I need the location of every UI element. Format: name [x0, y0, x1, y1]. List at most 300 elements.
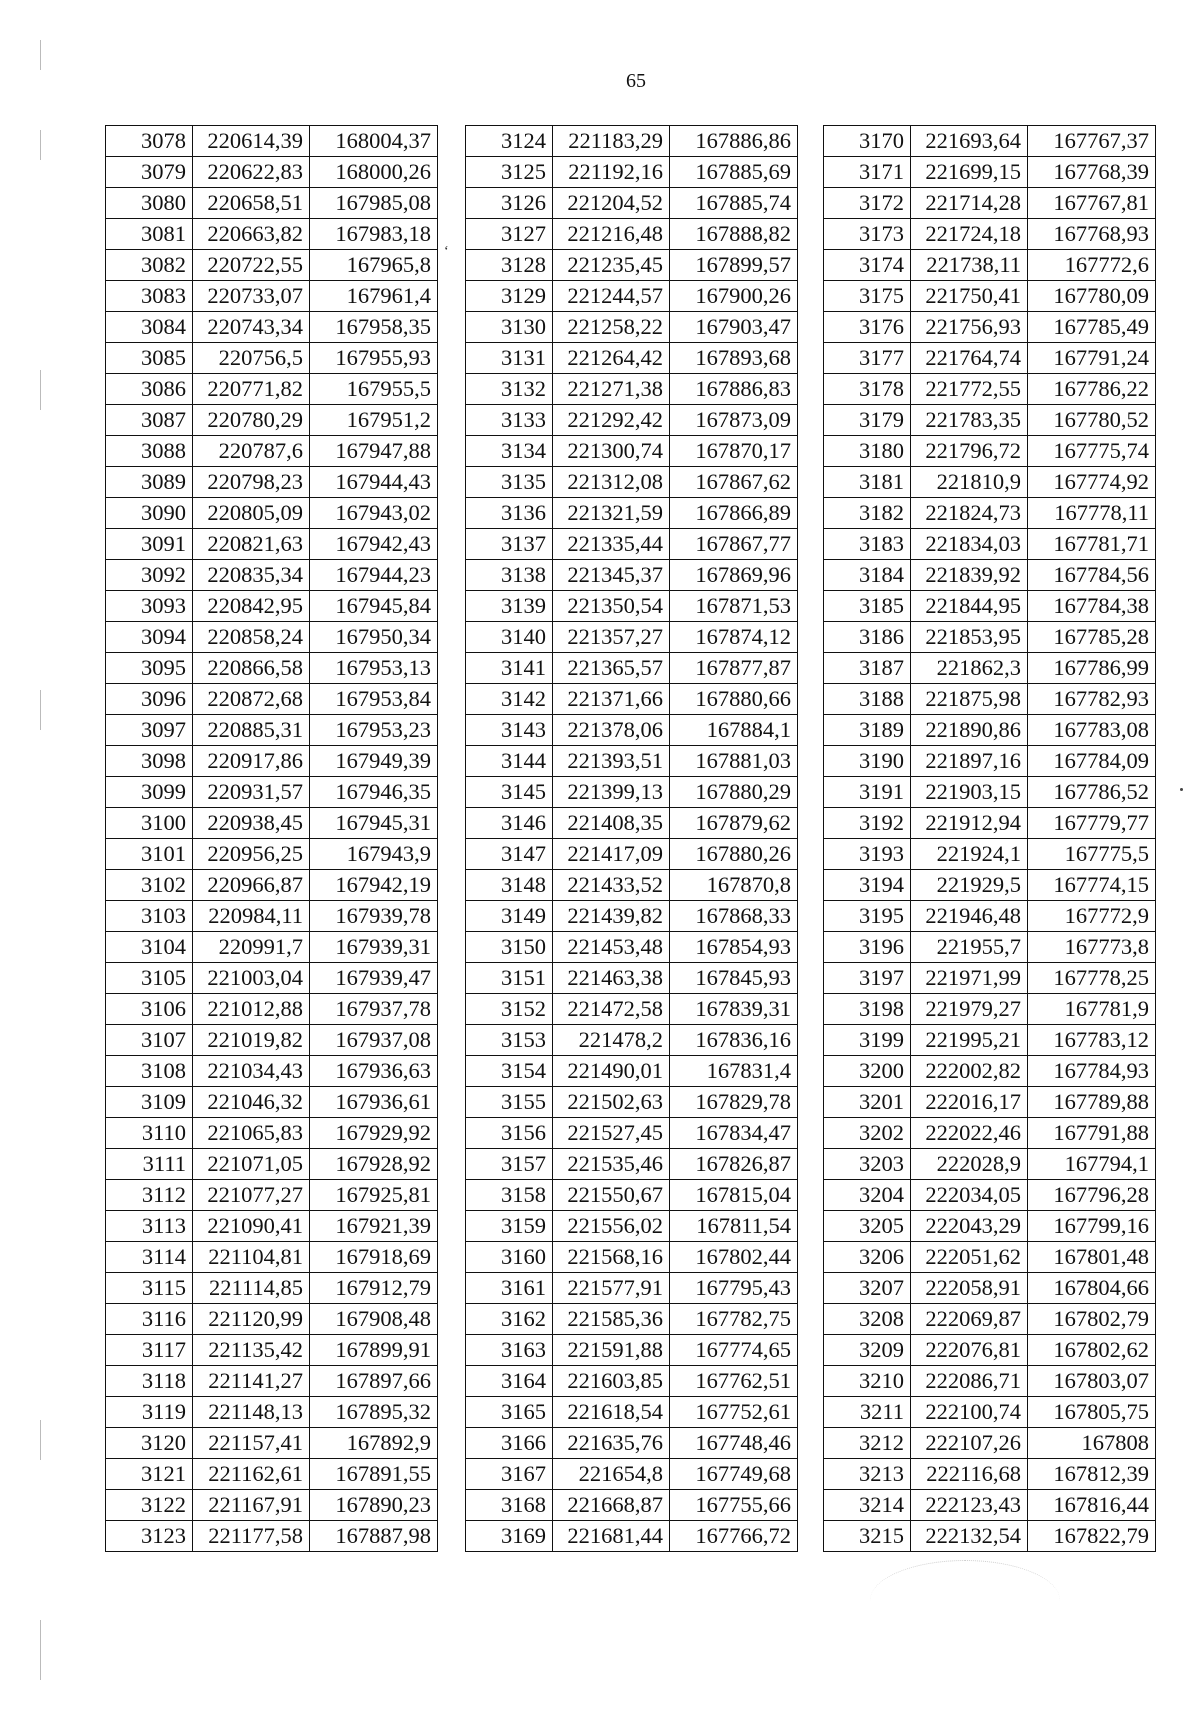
table-row	[466, 188, 798, 219]
point-number-cell: 3209	[824, 1335, 911, 1366]
point-number-cell: 3093	[106, 591, 193, 622]
table-row	[466, 653, 798, 684]
point-number-cell: 3099	[106, 777, 193, 808]
y-coordinate-cell: 167900,26	[670, 281, 798, 312]
table-row	[824, 932, 1156, 963]
point-number-cell: 3180	[824, 436, 911, 467]
x-coordinate-cell: 221979,27	[911, 994, 1028, 1025]
point-number-cell: 3110	[106, 1118, 193, 1149]
x-coordinate-cell: 221439,82	[553, 901, 670, 932]
x-coordinate-cell: 220842,95	[193, 591, 310, 622]
table-row	[466, 591, 798, 622]
y-coordinate-cell: 167953,84	[310, 684, 438, 715]
point-number-cell: 3126	[466, 188, 553, 219]
table-row	[824, 653, 1156, 684]
point-number-cell: 3170	[824, 126, 911, 157]
y-coordinate-cell: 167785,28	[1028, 622, 1156, 653]
y-coordinate-cell: 167749,68	[670, 1459, 798, 1490]
coordinates-table-body	[466, 126, 798, 1552]
x-coordinate-cell: 221399,13	[553, 777, 670, 808]
y-coordinate-cell: 167816,44	[1028, 1490, 1156, 1521]
point-number-cell: 3078	[106, 126, 193, 157]
y-coordinate-cell: 167908,48	[310, 1304, 438, 1335]
y-coordinate-cell: 167953,13	[310, 653, 438, 684]
point-number-cell: 3189	[824, 715, 911, 746]
point-number-cell: 3088	[106, 436, 193, 467]
y-coordinate-cell: 167880,29	[670, 777, 798, 808]
x-coordinate-cell: 221853,95	[911, 622, 1028, 653]
table-row	[466, 1397, 798, 1428]
table-row	[106, 715, 438, 746]
x-coordinate-cell: 220917,86	[193, 746, 310, 777]
x-coordinate-cell: 221654,8	[553, 1459, 670, 1490]
table-row	[466, 932, 798, 963]
x-coordinate-cell: 221924,1	[911, 839, 1028, 870]
y-coordinate-cell: 167985,08	[310, 188, 438, 219]
x-coordinate-cell: 221244,57	[553, 281, 670, 312]
point-number-cell: 3149	[466, 901, 553, 932]
point-number-cell: 3169	[466, 1521, 553, 1552]
x-coordinate-cell: 221003,04	[193, 963, 310, 994]
x-coordinate-cell: 221141,27	[193, 1366, 310, 1397]
x-coordinate-cell: 221371,66	[553, 684, 670, 715]
table-row	[466, 250, 798, 281]
point-number-cell: 3120	[106, 1428, 193, 1459]
point-number-cell: 3159	[466, 1211, 553, 1242]
table-row	[466, 1118, 798, 1149]
table-row	[824, 405, 1156, 436]
y-coordinate-cell: 167786,22	[1028, 374, 1156, 405]
x-coordinate-cell: 220821,63	[193, 529, 310, 560]
x-coordinate-cell: 220858,24	[193, 622, 310, 653]
y-coordinate-cell: 167794,1	[1028, 1149, 1156, 1180]
table-row	[106, 343, 438, 374]
point-number-cell: 3167	[466, 1459, 553, 1490]
point-number-cell: 3112	[106, 1180, 193, 1211]
x-coordinate-cell: 221890,86	[911, 715, 1028, 746]
table-row	[466, 560, 798, 591]
y-coordinate-cell: 167784,56	[1028, 560, 1156, 591]
scan-margin-line	[40, 1420, 41, 1460]
point-number-cell: 3129	[466, 281, 553, 312]
point-number-cell: 3130	[466, 312, 553, 343]
y-coordinate-cell: 167880,26	[670, 839, 798, 870]
table-row	[106, 126, 438, 157]
x-coordinate-cell: 221012,88	[193, 994, 310, 1025]
x-coordinate-cell: 220805,09	[193, 498, 310, 529]
x-coordinate-cell: 220743,34	[193, 312, 310, 343]
point-number-cell: 3102	[106, 870, 193, 901]
x-coordinate-cell: 221490,01	[553, 1056, 670, 1087]
y-coordinate-cell: 167946,35	[310, 777, 438, 808]
y-coordinate-cell: 167801,48	[1028, 1242, 1156, 1273]
y-coordinate-cell: 167945,84	[310, 591, 438, 622]
table-row	[824, 963, 1156, 994]
coordinates-table-body	[824, 126, 1156, 1552]
point-number-cell: 3128	[466, 250, 553, 281]
table-row	[106, 963, 438, 994]
y-coordinate-cell: 167955,5	[310, 374, 438, 405]
table-row	[466, 405, 798, 436]
x-coordinate-cell: 222076,81	[911, 1335, 1028, 1366]
table-row	[106, 1180, 438, 1211]
x-coordinate-cell: 221556,02	[553, 1211, 670, 1242]
x-coordinate-cell: 221955,7	[911, 932, 1028, 963]
point-number-cell: 3085	[106, 343, 193, 374]
y-coordinate-cell: 167774,92	[1028, 467, 1156, 498]
y-coordinate-cell: 167899,91	[310, 1335, 438, 1366]
scan-margin-line	[40, 130, 41, 160]
y-coordinate-cell: 167772,9	[1028, 901, 1156, 932]
table-row	[106, 436, 438, 467]
point-number-cell: 3208	[824, 1304, 911, 1335]
table-row	[824, 1211, 1156, 1242]
table-row	[106, 1273, 438, 1304]
y-coordinate-cell: 167949,39	[310, 746, 438, 777]
y-coordinate-cell: 167939,78	[310, 901, 438, 932]
point-number-cell: 3141	[466, 653, 553, 684]
point-number-cell: 3194	[824, 870, 911, 901]
point-number-cell: 3091	[106, 529, 193, 560]
table-row	[106, 157, 438, 188]
x-coordinate-cell: 220885,31	[193, 715, 310, 746]
x-coordinate-cell: 221157,41	[193, 1428, 310, 1459]
y-coordinate-cell: 167766,72	[670, 1521, 798, 1552]
point-number-cell: 3214	[824, 1490, 911, 1521]
x-coordinate-cell: 221065,83	[193, 1118, 310, 1149]
point-number-cell: 3100	[106, 808, 193, 839]
table-row	[824, 1397, 1156, 1428]
point-number-cell: 3202	[824, 1118, 911, 1149]
x-coordinate-cell: 221875,98	[911, 684, 1028, 715]
point-number-cell: 3119	[106, 1397, 193, 1428]
point-number-cell: 3153	[466, 1025, 553, 1056]
point-number-cell: 3195	[824, 901, 911, 932]
point-number-cell: 3138	[466, 560, 553, 591]
x-coordinate-cell: 221783,35	[911, 405, 1028, 436]
table-row	[466, 1149, 798, 1180]
point-number-cell: 3097	[106, 715, 193, 746]
table-row	[824, 1366, 1156, 1397]
point-number-cell: 3200	[824, 1056, 911, 1087]
point-number-cell: 3083	[106, 281, 193, 312]
y-coordinate-cell: 167892,9	[310, 1428, 438, 1459]
point-number-cell: 3215	[824, 1521, 911, 1552]
x-coordinate-cell: 221408,35	[553, 808, 670, 839]
y-coordinate-cell: 168000,26	[310, 157, 438, 188]
y-coordinate-cell: 167942,19	[310, 870, 438, 901]
table-row	[466, 1087, 798, 1118]
y-coordinate-cell: 167866,89	[670, 498, 798, 529]
point-number-cell: 3173	[824, 219, 911, 250]
table-row	[106, 1459, 438, 1490]
point-number-cell: 3103	[106, 901, 193, 932]
point-number-cell: 3080	[106, 188, 193, 219]
x-coordinate-cell: 220991,7	[193, 932, 310, 963]
table-row	[466, 467, 798, 498]
table-row	[824, 1490, 1156, 1521]
table-row	[466, 777, 798, 808]
x-coordinate-cell: 221971,99	[911, 963, 1028, 994]
table-row	[106, 901, 438, 932]
table-row	[106, 529, 438, 560]
x-coordinate-cell: 220931,57	[193, 777, 310, 808]
y-coordinate-cell: 167887,98	[310, 1521, 438, 1552]
x-coordinate-cell: 220614,39	[193, 126, 310, 157]
table-row	[466, 1304, 798, 1335]
y-coordinate-cell: 167752,61	[670, 1397, 798, 1428]
y-coordinate-cell: 167869,96	[670, 560, 798, 591]
table-row	[466, 1211, 798, 1242]
table-row	[106, 281, 438, 312]
x-coordinate-cell: 221433,52	[553, 870, 670, 901]
x-coordinate-cell: 222058,91	[911, 1273, 1028, 1304]
x-coordinate-cell: 221378,06	[553, 715, 670, 746]
table-row	[466, 343, 798, 374]
x-coordinate-cell: 221120,99	[193, 1304, 310, 1335]
y-coordinate-cell: 167961,4	[310, 281, 438, 312]
x-coordinate-cell: 221585,36	[553, 1304, 670, 1335]
point-number-cell: 3113	[106, 1211, 193, 1242]
y-coordinate-cell: 167795,43	[670, 1273, 798, 1304]
x-coordinate-cell: 221502,63	[553, 1087, 670, 1118]
y-coordinate-cell: 167879,62	[670, 808, 798, 839]
y-coordinate-cell: 167778,25	[1028, 963, 1156, 994]
table-row	[106, 188, 438, 219]
x-coordinate-cell: 221271,38	[553, 374, 670, 405]
point-number-cell: 3192	[824, 808, 911, 839]
x-coordinate-cell: 220938,45	[193, 808, 310, 839]
table-row	[106, 1149, 438, 1180]
table-row	[824, 1118, 1156, 1149]
table-row	[106, 653, 438, 684]
scan-speck: ‘	[444, 244, 449, 259]
table-row	[466, 1273, 798, 1304]
point-number-cell: 3147	[466, 839, 553, 870]
y-coordinate-cell: 167782,75	[670, 1304, 798, 1335]
table-row	[466, 622, 798, 653]
point-number-cell: 3094	[106, 622, 193, 653]
point-number-cell: 3139	[466, 591, 553, 622]
table-row	[106, 405, 438, 436]
table-row	[824, 1521, 1156, 1552]
x-coordinate-cell: 220866,58	[193, 653, 310, 684]
point-number-cell: 3104	[106, 932, 193, 963]
y-coordinate-cell: 167871,53	[670, 591, 798, 622]
point-number-cell: 3133	[466, 405, 553, 436]
point-number-cell: 3161	[466, 1273, 553, 1304]
y-coordinate-cell: 167925,81	[310, 1180, 438, 1211]
x-coordinate-cell: 222028,9	[911, 1149, 1028, 1180]
x-coordinate-cell: 221114,85	[193, 1273, 310, 1304]
y-coordinate-cell: 167955,93	[310, 343, 438, 374]
x-coordinate-cell: 221177,58	[193, 1521, 310, 1552]
point-number-cell: 3131	[466, 343, 553, 374]
x-coordinate-cell: 221693,64	[911, 126, 1028, 157]
y-coordinate-cell: 167936,61	[310, 1087, 438, 1118]
x-coordinate-cell: 221357,27	[553, 622, 670, 653]
y-coordinate-cell: 167812,39	[1028, 1459, 1156, 1490]
x-coordinate-cell: 221183,29	[553, 126, 670, 157]
table-row	[466, 963, 798, 994]
x-coordinate-cell: 220835,34	[193, 560, 310, 591]
x-coordinate-cell: 221453,48	[553, 932, 670, 963]
x-coordinate-cell: 221393,51	[553, 746, 670, 777]
y-coordinate-cell: 167939,31	[310, 932, 438, 963]
point-number-cell: 3187	[824, 653, 911, 684]
y-coordinate-cell: 167802,79	[1028, 1304, 1156, 1335]
y-coordinate-cell: 167868,33	[670, 901, 798, 932]
y-coordinate-cell: 167784,93	[1028, 1056, 1156, 1087]
x-coordinate-cell: 220984,11	[193, 901, 310, 932]
y-coordinate-cell: 167802,44	[670, 1242, 798, 1273]
point-number-cell: 3177	[824, 343, 911, 374]
point-number-cell: 3178	[824, 374, 911, 405]
x-coordinate-cell: 221077,27	[193, 1180, 310, 1211]
point-number-cell: 3114	[106, 1242, 193, 1273]
x-coordinate-cell: 220956,25	[193, 839, 310, 870]
table-row	[824, 870, 1156, 901]
table-row	[466, 901, 798, 932]
table-row	[466, 1180, 798, 1211]
y-coordinate-cell: 167767,37	[1028, 126, 1156, 157]
x-coordinate-cell: 221345,37	[553, 560, 670, 591]
x-coordinate-cell: 221591,88	[553, 1335, 670, 1366]
table-row	[106, 498, 438, 529]
y-coordinate-cell: 167839,31	[670, 994, 798, 1025]
table-row	[106, 932, 438, 963]
x-coordinate-cell: 222123,43	[911, 1490, 1028, 1521]
y-coordinate-cell: 167784,09	[1028, 746, 1156, 777]
x-coordinate-cell: 221104,81	[193, 1242, 310, 1273]
table-row	[824, 436, 1156, 467]
x-coordinate-cell: 222022,46	[911, 1118, 1028, 1149]
point-number-cell: 3158	[466, 1180, 553, 1211]
table-row	[106, 250, 438, 281]
x-coordinate-cell: 221824,73	[911, 498, 1028, 529]
point-number-cell: 3157	[466, 1149, 553, 1180]
x-coordinate-cell: 222132,54	[911, 1521, 1028, 1552]
x-coordinate-cell: 221912,94	[911, 808, 1028, 839]
table-row	[824, 622, 1156, 653]
y-coordinate-cell: 167836,16	[670, 1025, 798, 1056]
point-number-cell: 3089	[106, 467, 193, 498]
point-number-cell: 3175	[824, 281, 911, 312]
y-coordinate-cell: 167897,66	[310, 1366, 438, 1397]
x-coordinate-cell: 221714,28	[911, 188, 1028, 219]
table-row	[824, 560, 1156, 591]
point-number-cell: 3109	[106, 1087, 193, 1118]
page-number: 65	[626, 70, 646, 92]
table-row	[466, 1366, 798, 1397]
y-coordinate-cell: 167886,83	[670, 374, 798, 405]
y-coordinate-cell: 167779,77	[1028, 808, 1156, 839]
y-coordinate-cell: 167778,11	[1028, 498, 1156, 529]
x-coordinate-cell: 221463,38	[553, 963, 670, 994]
point-number-cell: 3210	[824, 1366, 911, 1397]
y-coordinate-cell: 167937,08	[310, 1025, 438, 1056]
x-coordinate-cell: 220658,51	[193, 188, 310, 219]
point-number-cell: 3137	[466, 529, 553, 560]
y-coordinate-cell: 167845,93	[670, 963, 798, 994]
point-number-cell: 3199	[824, 1025, 911, 1056]
y-coordinate-cell: 167890,23	[310, 1490, 438, 1521]
table-row	[824, 498, 1156, 529]
y-coordinate-cell: 167772,6	[1028, 250, 1156, 281]
point-number-cell: 3156	[466, 1118, 553, 1149]
point-number-cell: 3193	[824, 839, 911, 870]
y-coordinate-cell: 167953,23	[310, 715, 438, 746]
y-coordinate-cell: 167762,51	[670, 1366, 798, 1397]
x-coordinate-cell: 220722,55	[193, 250, 310, 281]
point-number-cell: 3201	[824, 1087, 911, 1118]
table-row	[466, 1056, 798, 1087]
y-coordinate-cell: 167773,8	[1028, 932, 1156, 963]
x-coordinate-cell: 221365,57	[553, 653, 670, 684]
table-row	[824, 1180, 1156, 1211]
point-number-cell: 3165	[466, 1397, 553, 1428]
x-coordinate-cell: 221167,91	[193, 1490, 310, 1521]
table-row	[466, 684, 798, 715]
table-row	[824, 219, 1156, 250]
table-row	[106, 777, 438, 808]
table-row	[106, 1025, 438, 1056]
x-coordinate-cell: 221527,45	[553, 1118, 670, 1149]
y-coordinate-cell: 167791,24	[1028, 343, 1156, 374]
y-coordinate-cell: 167870,8	[670, 870, 798, 901]
x-coordinate-cell: 220756,5	[193, 343, 310, 374]
point-number-cell: 3179	[824, 405, 911, 436]
table-row	[106, 1056, 438, 1087]
point-number-cell: 3108	[106, 1056, 193, 1087]
table-row	[466, 994, 798, 1025]
point-number-cell: 3191	[824, 777, 911, 808]
point-number-cell: 3196	[824, 932, 911, 963]
y-coordinate-cell: 167885,74	[670, 188, 798, 219]
table-row	[106, 1118, 438, 1149]
scan-speck	[1180, 788, 1183, 791]
y-coordinate-cell: 167944,43	[310, 467, 438, 498]
x-coordinate-cell: 221796,72	[911, 436, 1028, 467]
y-coordinate-cell: 167944,23	[310, 560, 438, 591]
y-coordinate-cell: 167928,92	[310, 1149, 438, 1180]
table-row	[106, 1304, 438, 1335]
scan-margin-line	[40, 690, 41, 730]
y-coordinate-cell: 167775,74	[1028, 436, 1156, 467]
x-coordinate-cell: 221750,41	[911, 281, 1028, 312]
y-coordinate-cell: 167886,86	[670, 126, 798, 157]
y-coordinate-cell: 167782,93	[1028, 684, 1156, 715]
y-coordinate-cell: 167895,32	[310, 1397, 438, 1428]
point-number-cell: 3176	[824, 312, 911, 343]
y-coordinate-cell: 167791,88	[1028, 1118, 1156, 1149]
x-coordinate-cell: 221235,45	[553, 250, 670, 281]
x-coordinate-cell: 221550,67	[553, 1180, 670, 1211]
table-row	[466, 157, 798, 188]
x-coordinate-cell: 220622,83	[193, 157, 310, 188]
x-coordinate-cell: 221603,85	[553, 1366, 670, 1397]
y-coordinate-cell: 167804,66	[1028, 1273, 1156, 1304]
point-number-cell: 3213	[824, 1459, 911, 1490]
table-row	[824, 839, 1156, 870]
faint-stamp	[870, 1560, 1060, 1641]
x-coordinate-cell: 220780,29	[193, 405, 310, 436]
table-row	[824, 1304, 1156, 1335]
table-row	[466, 1025, 798, 1056]
point-number-cell: 3212	[824, 1428, 911, 1459]
x-coordinate-cell: 221090,41	[193, 1211, 310, 1242]
point-number-cell: 3092	[106, 560, 193, 591]
